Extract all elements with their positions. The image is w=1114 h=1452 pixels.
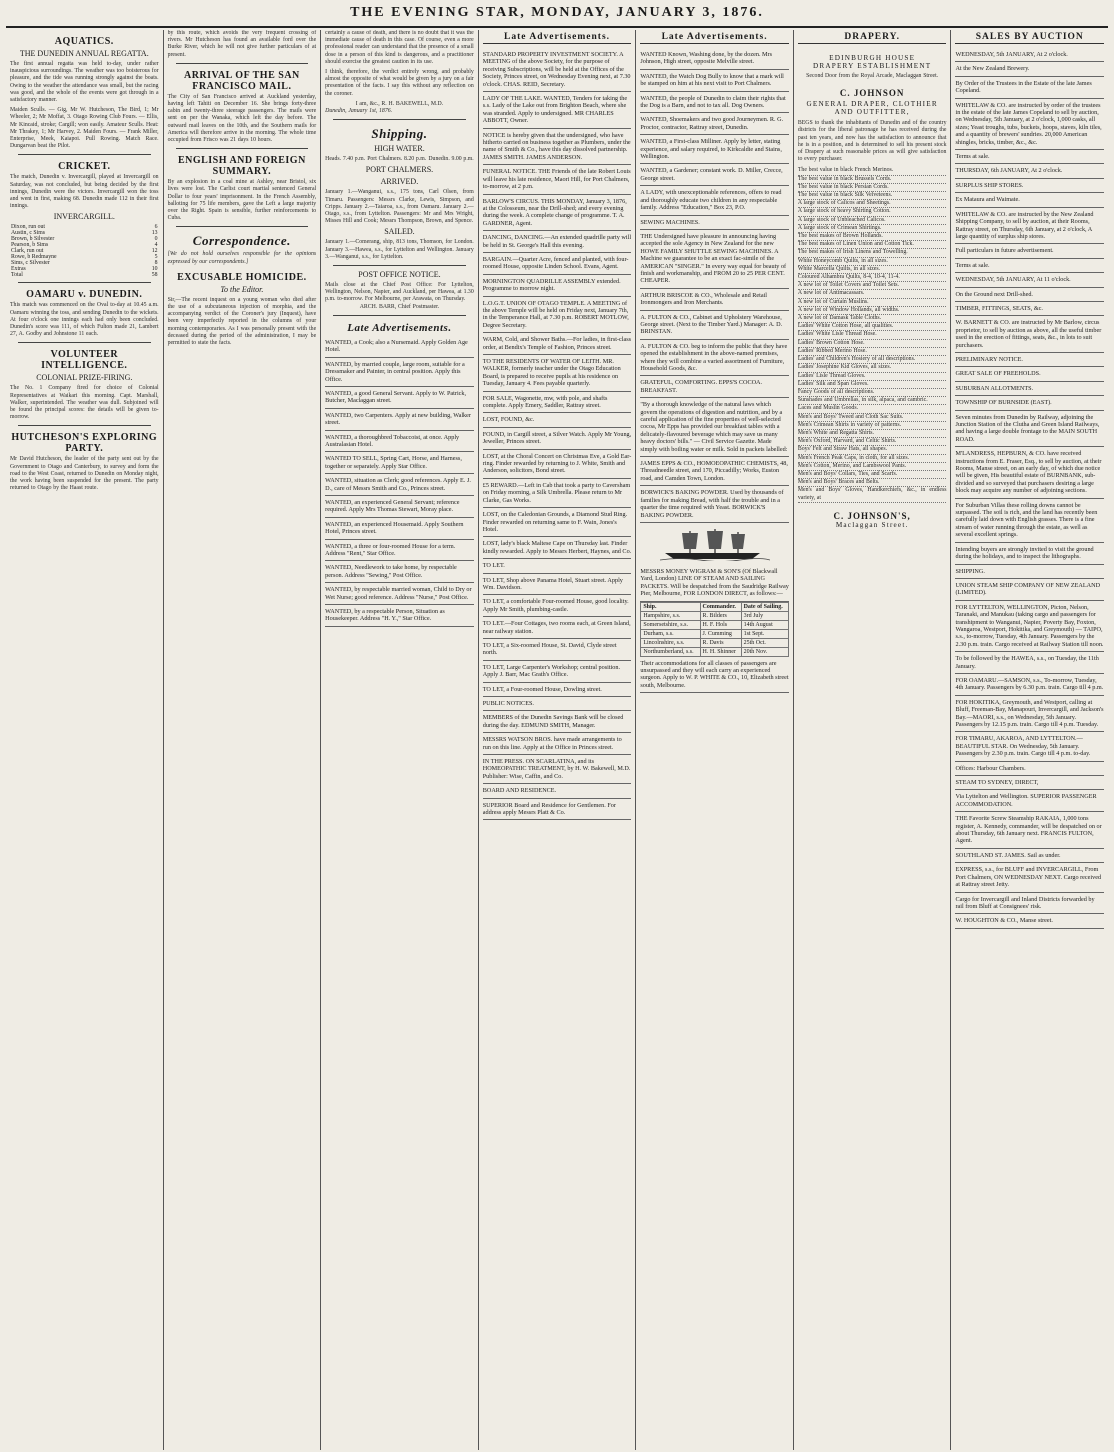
tide-cell: Port Chalmers. 8.20 p.m. [367, 156, 427, 163]
advertisement: WANTED, the people of Dunedin to claim their rights that the Dog is a Barn, and not to tax all. Dog Owners. [640, 92, 789, 114]
advertisement: A LADY, with unexceptionable references, offers to read and thoroughly educate two children in any respectable family. Address "Education," Box 23, P.O. [640, 186, 789, 215]
table-cell: Total [11, 272, 23, 279]
table-cell: 0 [154, 236, 158, 243]
list-item: Men's and Boys' Collars, Ties, and Scarfs. [798, 471, 947, 479]
list-item: Ladies' Ribbed Merino Hose. [798, 348, 947, 356]
table-row [641, 629, 789, 638]
advertisement: Their accommodations for all classes of passengers are unsurpassed and they will each carry an experienced surgeon. Apply to W. P. WHITE & CO., 10, Elizabeth street south, Melbourne. [640, 657, 789, 694]
advertisement: JAMES EPPS & CO., HOMOEOPATHIC CHEMISTS, 48, Threadneedle street, and 170, Piccadilly; Works, Euston road, and Camden Town, London. [640, 457, 789, 486]
list-item: A large stock of Unbleached Calicos. [798, 217, 947, 225]
article-paragraph: Mails close at the Chief Post Office: For Lyttelton, Wellington, Nelson, Napier, and Auckland, per Hawea, at 1.30 p.m. to-morrow. For Melbourne, per Arawata, on Thursday. [325, 282, 474, 303]
column-heading: Late Advertisements. [640, 30, 789, 44]
table-cell: R. Davis [700, 638, 741, 647]
advertisement: Cargo for Invercargill and Inland Districts forwarded by rail from Bluff at Consignees' risk. [955, 893, 1104, 915]
divider [18, 425, 151, 426]
advertisement: SUPERIOR Board and Residence for Gentlemen. For address apply Messrs Platt & Co. [483, 799, 632, 821]
advertisement: Terms at sale. [955, 150, 1104, 164]
column-heading: Late Advertisements. [483, 30, 632, 44]
advertisement: PRELIMINARY NOTICE. [955, 353, 1104, 367]
ad-list [955, 48, 1104, 929]
article-paragraph: I think, therefore, the verdict entirely wrong, and probably almost the opposite of what would be given by a jury on a fair presentation of the facts. I say this without any reflection on the coroner. [325, 69, 474, 97]
table-cell: H. F. Hols [700, 620, 741, 629]
advertisement: LOST, lady's black Maltese Cape on Thursday last. Finder kindly rewarded. Apply to Messrs Herbert, Haynes, and Co. [483, 537, 632, 559]
list-item: A large stock of Calicos and Sheetings. [798, 200, 947, 208]
sailing-table [640, 602, 789, 657]
table-cell: 12 [151, 248, 158, 255]
advertisement: THE Favorite Screw Steamship RAKAIA, 1,000 tons register, A. Kennedy, commander, will be despatched on or about Thursday, 6th January next. FRANCIS FULTON, Agent. [955, 812, 1104, 849]
table-cell: Dixon, run out [11, 224, 45, 231]
ad-list [325, 336, 474, 627]
advertisement: WANTED, Needlework to take home, by respectable person. Address "Sewing," Post Office. [325, 561, 474, 583]
subheading: PORT CHALMERS. [365, 165, 434, 175]
table-cell: 25th Oct. [741, 638, 788, 647]
table-cell: 20th Nov. [741, 647, 788, 656]
advertisement: FOR HOKITIKA, Greymouth, and Westport, calling at Bluff, Freeman-Bay, Manapouri, Invercargill, and Jackson's Bay.—MAORI, s.s., on Wednesday, 5th January. Passengers by 12.15 p.m. train. Cargo till 4 p.m. Tuesday. [955, 696, 1104, 733]
divider [176, 148, 309, 149]
section-heading: Late Advertisements. [347, 321, 452, 334]
section-heading: ARRIVAL OF THE SAN FRANCISCO MAIL. [183, 69, 300, 92]
ad-list [640, 657, 789, 694]
list-item: Men's French Peak Caps, in cloth, for all sizes. [798, 455, 947, 463]
advertisement: Offices: Harbour Chambers. [955, 762, 1104, 776]
advertisement: FUNERAL NOTICE. THE Friends of the late Robert Louis will leave his late residence, Maori Hill, for Port Chalmers, to-morrow, at 2 p.m. [483, 165, 632, 194]
tide-cell: Heads. 7.40 p.m. [325, 156, 366, 163]
advertisement: SURPLUS SHIP STORES. [955, 179, 1104, 193]
advertisement: Intending buyers are strongly invited to visit the ground during the holidays, and to inspect the lithographs. [955, 543, 1104, 565]
proprietor-trade: GENERAL DRAPER, CLOTHIER AND OUTFITTER, [806, 100, 938, 117]
advertisement: WARM, Cold, and Shower Baths.—For ladies, in first-class order, at Bendix's Temple of Fashion, Princes street. [483, 333, 632, 355]
masthead [6, 0, 1108, 28]
table-cell: 1st Sept. [741, 629, 788, 638]
advertisement: WEDNESDAY, 5th JANUARY, At 2 o'clock. [955, 48, 1104, 62]
advertisement: WANTED, an experienced General Servant; reference required. Apply Mrs Thomas Stewart, Moray place. [325, 496, 474, 518]
subheading: HIGH WATER. [374, 144, 425, 154]
table-cell: 4 [154, 242, 158, 249]
list-item: White Marcella Quilts, in all sizes. [798, 266, 947, 274]
table-cell: Austin, c Sims [11, 230, 45, 237]
advertisement: WANTED, a three or four-roomed House for a term. Address "Rent," Star Office. [325, 540, 474, 562]
advertisement: TOWNSHIP OF BURNSIDE (EAST). [955, 396, 1104, 410]
table-row [10, 272, 159, 278]
table-header: Ship. [641, 602, 700, 611]
footer-address: Maclaggan Street. [835, 520, 909, 529]
table-cell: Hampshire, s.s. [641, 611, 700, 620]
advertisement: SHIPPING. [955, 565, 1104, 579]
advertisement: Seven minutes from Dunedin by Railway, adjoining the Junction Station of the Clutha and Green Island Railways, and having a large double frontage to the MAIN SOUTH ROAD. [955, 411, 1104, 448]
proprietor-name: C. JOHNSON [839, 88, 905, 99]
advertisement: STANDARD PROPERTY INVESTMENT SOCIETY. A MEETING of the above Society, for the purpose of receiving Subscriptions, will be held at the Offices of the Society, Princes street, on Wednesday Evening next, at 7.30 o'clock. CHAS. REID, Secretary. [483, 48, 632, 92]
table-cell: Northumberland, s.s. [641, 647, 700, 656]
divider [333, 315, 466, 316]
advertisement: WANTED TO SELL, Spring Cart, Horse, and Harness, together or separately. Apply Star Office. [325, 452, 474, 474]
column-2 [164, 30, 322, 1450]
advertisement: Via Lyttelton and Wellington. SUPERIOR PASSENGER ACCOMMODATION. [955, 790, 1104, 812]
list-item: Ladies' Silk and Span Gloves. [798, 381, 947, 389]
advertisement: W. BARNETT & CO. are instructed by Mr Barlow, circus proprietor, to sell by auction as above, all the useful timber used in the erection of fittings, seats, &c., in lots to suit purchasers. [955, 316, 1104, 353]
advertisement: MESSRS WATSON BROS. have made arrangements to run on this line. Apply at the Office in Princes street. [483, 733, 632, 755]
score-title: INVERCARGILL. [53, 212, 115, 222]
advertisement: EXPRESS, s.s., for BLUFF and INVERCARGILL, From Port Chalmers, ON WEDNESDAY NEXT. Cargo received at Rattray street Jetty. [955, 863, 1104, 892]
table-cell: Brown, b Silvester [11, 236, 55, 243]
advertisement: For Suburban Villas these rolling downs cannot be surpassed. The soil is rich, and the land has recently been carefully laid down with English grasses. There is a fine stream of water running through the estate, as well as several excellent springs. [955, 499, 1104, 543]
article-paragraph: The City of San Francisco arrived at Auckland yesterday, having left Tahiti on December 16. She brings forty-three cabin and twenty-three steerage passengers. The mails were sent on per the Wanaka, which left the day before. The outward mail leaves on the 10th, and the Southern mails for America will therefore arrive in the morning. The whole time occupied from Frisco was 21 days 10 hours. [167, 93, 317, 144]
tide-table [325, 156, 474, 163]
advertisement: BARLOW'S CIRCUS. THIS MONDAY, January 3, 1876, at the Colosseum, near the Drill-shed; and every evening during the week. A complete change of programme. T. A. GARDNER, Agent. [483, 195, 632, 232]
advertisement: UNION STEAM SHIP COMPANY OF NEW ZEALAND (LIMITED). [955, 579, 1104, 601]
table-cell: Clark, run out [11, 248, 44, 255]
advertisement: TIMBER, FITTINGS, SEATS, &c. [955, 302, 1104, 316]
advertisement: WANTED, by respectable married woman, Child to Dry or Wet Nurse; good reference. Address "Nurse," Post Office. [325, 583, 474, 605]
table-cell: 6 [154, 224, 158, 231]
table-cell: R. Bilders [700, 611, 741, 620]
subheading: COLONIAL PRIZE-FIRING. [36, 373, 133, 383]
editor-note: [We do not hold ourselves responsible for the opinions expressed by our correspondents.] [167, 251, 317, 265]
article-paragraph: BEGS to thank the inhabitants of Dunedin and of the country districts for the liberal patronage he has received during the past ten years, and now has the satisfaction to announce that he is in a position, and is determined to sell his present stock of Drapery at such reasonable prices as will give satisfaction to every purchaser. [797, 120, 947, 163]
article-paragraph: The match, Dunedin v. Invercargill, played at Invercargill on Saturday, was not concluded, but being decided by the first innings, Dunedin were the victors. Invercargill won the toss and went in first, making 68. Dunedin made 112 in their first innings. [10, 174, 159, 210]
advertisement: WANTED, by married couple, large room, suitable for a Dressmaker and Painter, in central position. Apply this Office. [325, 358, 474, 387]
list-item: Men's and Boys' Tweed and Cloth Sac Suits. [798, 414, 947, 422]
advertisement: TO LET, a Four-roomed House, Dowling street. [483, 683, 632, 697]
list-item: A large stock of Crimean Shirtings. [798, 225, 947, 233]
advertisement: WANTED, an experienced Housemaid. Apply Southern Hotel, Princes street. [325, 518, 474, 540]
section-heading: Shipping. [371, 126, 428, 142]
table-row [641, 620, 789, 629]
advertisement: FOUND, in Cargill street, a Silver Watch. Apply Mr Young, Jeweller, Princes street. [483, 428, 632, 450]
list-item: Fancy Goods of all descriptions. [798, 389, 947, 397]
list-item: The best value in black Persian Cords. [798, 184, 947, 192]
table-row [641, 638, 789, 647]
table-cell: J. Cumming [700, 629, 741, 638]
list-item: Men's Cotton, Merino, and Lambswool Pants. [798, 463, 947, 471]
column-7 [951, 30, 1108, 1450]
advertisement: WANTED, by a respectable Person, Situation as Housekeeper. Address "H. Y.," Star Office. [325, 605, 474, 627]
advertisement: SEWING MACHINES. [640, 216, 789, 230]
article-paragraph: Maiden Sculls. — Gig, Mr W. Hutcheson, The Bird, 1; Mr Wheeler, 2; Mr Moffat, 3. Otago Rowing Club Fours. — Ellis, Mr Kincaid, stroke; Cargill; won easily. Amateur Sculls. Heat: Mr Thrakey, 1; Mr Harvey, 2. Maiden Fours. — Frank Miller, Enterprise, Meek, Kaiapoi. Pull Rowing. Match Race. Dungarvan beat the Pilot. [10, 107, 159, 150]
advertisement: GRATEFUL, COMFORTING. EPPS'S COCOA. BREAKFAST. [640, 376, 789, 398]
article-paragraph: January 1.—Comerang, ship, 813 tons, Thomson, for London. January 3.—Hawea, s.s., for Lyttelton and Wellington. January 3.—Wanganui, s.s., for Lyttelton. [325, 239, 474, 260]
advertisement: Full particulars in future advertisement. [955, 244, 1104, 258]
advertisement: WANTED, a Cook; also a Nursemaid. Apply Golden Age Hotel. [325, 336, 474, 358]
advertisement: TO LET. [483, 559, 632, 573]
list-item: Laces and Muslin Goods. [798, 405, 947, 413]
columns [6, 30, 1108, 1450]
subheading: SAILED. [384, 227, 415, 237]
advertisement: BORWICK'S BAKING POWDER. Used by thousands of families for making Bread, with half the trouble and in a quarter the time required with Yeast. BORWICK'S BAKING POWDER. [640, 486, 789, 523]
advertisement: TO LET, a comfortable Four-roomed House, good locality. Apply Mr Smith, plumbing-castle. [483, 595, 632, 617]
list-item: Men's and Boys' Gloves, Handkerchiefs, &c., in endless variety, at [798, 487, 947, 502]
table-cell: 58 [151, 272, 158, 279]
table-row [641, 611, 789, 620]
advertisement: WANTED, the Watch Dog Bully to know that a mark will be stamped on him at his next visit to Port Chalmers. [640, 70, 789, 92]
subheading: THE DUNEDIN ANNUAL REGATTA. [19, 49, 149, 58]
column-3 [321, 30, 479, 1450]
table-cell: 3rd July [741, 611, 788, 620]
column-4 [479, 30, 637, 1450]
column-heading: DRAPERY. [798, 30, 947, 44]
masthead-title: THE EVENING STAR, MONDAY, JANUARY 3, 1876. [350, 5, 764, 20]
advertisement: SUBURBAN ALLOTMENTS. [955, 382, 1104, 396]
advertisement: To be followed by the HAWEA, s.s., on Tuesday, the 11th January. [955, 652, 1104, 674]
list-item: Ladies' White Cotton Hose, all qualities. [798, 323, 947, 331]
subheading: POST OFFICE NOTICE. [358, 270, 441, 280]
advertisement: WANTED, a Gardener; constant work. D. Miller, Crecce, George street. [640, 164, 789, 186]
advertisement: Ex Mataura and Waimate. [955, 193, 1104, 207]
advertisement: WANTED Known, Washing done, by the dozen. Mrs Johnson, High street, opposite Melville street. [640, 48, 789, 70]
advertisement: BOARD AND RESIDENCE. [483, 784, 632, 798]
table-cell: Extras [11, 266, 26, 273]
list-item: Ladies' and Children's Hosiery of all descriptions. [798, 356, 947, 364]
section-heading: Correspondence. [192, 233, 291, 249]
table-header: Commander. [700, 602, 741, 611]
signature: ARCH. BARR, Chief Postmaster. [359, 303, 440, 310]
table-cell: 8 [154, 260, 158, 267]
article-paragraph: This match was commenced on the Oval to-day at 10.45 a.m. Oamaru winning the toss, and sending Dunedin to the wickets. At four o'clock one innings each had only been concluded. Dunedin's score was 111, of which Fulton made 21, Lambert 27, A. Godby and Johnstone 11 each. [10, 302, 159, 338]
divider [18, 342, 151, 343]
advertisement: WANTED, two Carpenters. Apply at new building, Walker street. [325, 409, 474, 431]
advertisement: LOST, on the Caledonian Grounds, a Diamond Stud Ring. Finder rewarded on returning same to F. Wain, Jones's Hotel. [483, 508, 632, 537]
list-item: A large stock of heavy Shirting Cotton. [798, 208, 947, 216]
advertisement: TO LET.—Four Cottages, two rooms each, at Green Island, near railway station. [483, 617, 632, 639]
table-cell: 10 [151, 266, 158, 273]
column-1 [6, 30, 164, 1450]
advertisement: SOUTHLAND ST. JAMES. Sail as under. [955, 849, 1104, 863]
article-paragraph: By an explosion in a coal mine at Ashley, near Bristol, six lives were lost. The Carlist court martial sentenced General Dollar to four years' imprisonment. In the French Assembly, balloting for 75 life members, gave the Left a large majority over the Right. Spain is sensible, further reinforcements to Cuba. [167, 179, 317, 222]
column-heading: SALES BY AUCTION [955, 30, 1104, 44]
advertisement: THE Undersigned have pleasure in announcing having accepted the sole Agency in New Zealand for the new HOWE FAMILY SHUTTLE SEWING MACHINES. A Machine we guarantee to be an exact fac-simile of the AMERICAN "SINGER." In every way equal for beauty of finish and workmanship, and FROM 20 to 25 PER CENT. CHEAPER. [640, 230, 789, 289]
article-paragraph: certainly a cause of death, and there is no doubt that it was the immediate cause of death in this case. Of course, even a more professional reader can understand that the presence of a small dose in a person of this kind is dangerous, and a practitioner should exercise the greatest caution in its use. [325, 30, 474, 65]
advertisement: WANTED, Shoemakers and two good Journeymen. R. G. Proctor, contractor, Rattray street, Dunedin. [640, 113, 789, 135]
section-heading: VOLUNTEER INTELLIGENCE. [41, 349, 128, 372]
list-item: Ladies' White Lisle Thread Hose. [798, 331, 947, 339]
advertisement: TO THE RESIDENTS OF WATER OF LEITH. MR. WALKER, formerly teacher under the Otago Education Board, is prepared to receive pupils at his residence on Tuesday, January 4. Fees payable quarterly. [483, 355, 632, 392]
table-cell: Durham, s.s. [641, 629, 700, 638]
advertisement: WANTED, situation as Clerk; good references. Apply E. J. D., care of Messrs Smith and Co., Princes street. [325, 474, 474, 496]
shop-type: DRAPERY ESTABLISHMENT [812, 62, 932, 70]
section-heading: CRICKET. [58, 161, 111, 173]
advertisement: A. FULTON & CO., Cabinet and Upholstery Warehouse, George street. (Next to the Timber Yard.) Manager: A. D. BRINSTAN. [640, 311, 789, 340]
advertisement: WANTED, a thoroughbred Tobaccoist, at once. Apply Australasian Hotel. [325, 431, 474, 453]
advertisement: FOR TIMARU, AKAROA, AND LYTTELTON.—BEAUTIFUL STAR. On Wednesday, 5th January. Passengers by 2.30 p.m. train. Cargo till 4 p.m. to-day. [955, 732, 1104, 761]
ad-list [640, 48, 789, 523]
article-paragraph: by this route, which avoids the very frequent crossing of rivers. Mr Hutcheson has found an available ford over the Burke River, which he will not give further particulars of at present. [167, 30, 317, 58]
article-paragraph: January 1.—Wanganui, s.s., 175 tons, Carl Olsen, from Timaru. Passengers: Messrs Clarke, Lewis, Simpson, and Cripps. January 2.—Taiaroa, s.s., from Oamaru. January 2.—Otago, s.s., from Lyttelton. Passengers: Mr and Mrs Wright, Misses Hill and Cook; Messrs Thompson, Brown, and Spence. [325, 189, 474, 225]
list-item: Men's Oxford, Harvard, and Celtic Shirts. [798, 438, 947, 446]
list-item: A new lot of Antimacassars. [798, 290, 947, 298]
column-5 [636, 30, 794, 1450]
advertisement: NOTICE is hereby given that the undersigned, who have hitherto carried on business together as Plumbers, under the name of Smith & Co., have this day dissolved partnership. JAMES SMITH. JAMES ANDERSON. [483, 129, 632, 166]
shop-name: EDINBURGH HOUSE [829, 54, 916, 62]
advertisement: On the Ground next Drill-shed. [955, 288, 1104, 302]
list-item: A new lot of Toilet Covers and Toilet Sets. [798, 282, 947, 290]
section-heading: ENGLISH AND FOREIGN SUMMARY. [177, 155, 306, 178]
ship-icon [660, 527, 770, 561]
section-heading: AQUATICS. [54, 36, 114, 47]
table-cell: 14th August [741, 620, 788, 629]
section-heading: OAMARU v. DUNEDIN. [26, 289, 143, 301]
advertisement: WANTED, a good General Servant. Apply to W. Patrick, Butcher, Maclaggan street. [325, 387, 474, 409]
advertisement: LOST, at the Choral Concert on Christmas Eve, a Gold Ear-ring. Finder rewarded by returning to J. White, Smith and Anderson, solicitors, Bond street. [483, 450, 632, 479]
scorecard [10, 224, 159, 278]
list-item: Boys' Felt and Straw Hats, all shapes. [798, 446, 947, 454]
signature: I am, &c., R. H. BAKEWELL, M.D. [355, 100, 444, 107]
list-item: The best value in black French Merinos. [798, 167, 947, 175]
advertisement: A. FULTON & CO. beg to inform the public that they have opened the establishment in the above-named premises, where they will combine a varied assortment of Furniture, Household Goods, &c. [640, 340, 789, 377]
advertisement: L.O.G.T. UNION OF OTAGO TEMPLE. A MEETING of the above Temple will be held on Friday next, January 7th, in the Temperance Hall, at 7.30 p.m. ROBERT MOTLOW, Degree Secretary. [483, 297, 632, 334]
advertisement: WANTED, a First-class Milliner. Apply by letter, stating experience, and salary required, to Kirkcaldie and Stains, Wellington. [640, 135, 789, 164]
divider [333, 265, 466, 266]
advertisement: LOST, FOUND, &c. [483, 413, 632, 427]
table-cell: 13 [151, 230, 158, 237]
advertisement: TO LET, Large Carpenter's Workshop; central position. Apply J. Barr, Mac Grath's Office. [483, 661, 632, 683]
divider [18, 154, 151, 155]
list-item: Sunshades and Umbrellas, in silk, alpaca, and cambric. [798, 397, 947, 405]
subheading: ARRIVED. [380, 177, 419, 187]
table-cell: Sims, c Silvester [11, 260, 50, 267]
article-paragraph: The first annual regatta was held to-day, under rather inauspicious surroundings. The weather was too boisterous for pleasure, and the tide was running strongly against the boats. Owing to the weather the attendance was small, but the racing was good, and the whole of the events were got through in a satisfactory manner. [10, 61, 159, 104]
advertisement: MEMBERS of the Dunedin Savings Bank will be closed during the day. EDMUND SMITH, Manager. [483, 711, 632, 733]
list-item: Men's White and Regatta Shirts. [798, 430, 947, 438]
advertisement: By Order of the Trustees in the Estate of the late James Copeland. [955, 77, 1104, 99]
article-paragraph: Sir,—The recent inquest on a young woman who died after the use of a subcutaneous injection of morphia, and the accompanying verdict of the Coroner's jury (Inquest), have been very imperfectly reported in the columns of your morning contemporaries. As I was personally present with the deceased during the period of the administration, I may be permitted to state the facts. [167, 296, 317, 347]
article-paragraph: Mr David Hutcheson, the leader of the party sent out by the Government to Otago and Canterbury, to survey and form the road to the West Coast, returned to Dunedin on Monday night, the work having been suspended for the present. The party returned to Otago by the Haast route. [10, 456, 159, 492]
subheading: To the Editor. [220, 284, 264, 294]
section-heading: HUTCHESON'S EXPLORING PARTY. [11, 432, 158, 455]
advertisement: STEAM TO SYDNEY, DIRECT, [955, 776, 1104, 790]
advertisement: "By a thorough knowledge of the natural laws which govern the operations of digestion and nutrition, and by a careful application of the fine properties of well-selected cocoa, Mr Epps has provided our breakfast tables with a delicately-flavoured beverage which may save us many heavy doctors' bills." — Civil Service Gazette. Made simply with boiling water or milk. Sold in packets labelled: [640, 398, 789, 457]
advertisement: WEDNESDAY, 5th JANUARY, At 11 o'clock. [955, 273, 1104, 287]
advertisement: GREAT SALE OF FREEHOLDS. [955, 367, 1104, 381]
advertisement: FOR SALE, Wagonette, mw, with pole, and shafts complete. Apply Emery, Saddler, Rattray street. [483, 392, 632, 414]
ad-list [640, 565, 789, 602]
ad-list [483, 48, 632, 820]
list-item: The best makes of Irish Linens and Towelling. [798, 249, 947, 257]
advertisement: £5 REWARD.—Left in Cab that took a party to Caversham on Friday morning, a Silk Umbrella. Please return to Mr Clarke, Gas Works. [483, 479, 632, 508]
list-item: A new lot of Curtain Muslins. [798, 299, 947, 307]
advertisement: TO LET, a Six-roomed House, St. David, Clyde street north. [483, 639, 632, 661]
shop-address: Second Door from the Royal Arcade, Maclaggan Street. [806, 73, 939, 79]
table-header: Date of Sailing. [741, 602, 788, 611]
advertisement: FOR OAMARU.—SAMSON, s.s., To-morrow, Tuesday, 4th January. Passengers by 6.30 p.m. train. Cargo till 4 p.m. [955, 674, 1104, 696]
advertisement: IN THE PRESS. ON SCARLATINA, and its HOMEOPATHIC TREATMENT, by H. W. Bakewell, M.D. Publisher: Wise, Caffin, and Co. [483, 755, 632, 784]
advertisement: ARTHUR BRISCOE & CO., Wholesale and Retail Ironmongers and Iron Merchants. [640, 289, 789, 311]
tide-cell: Dunedin. 9.00 p.m. [428, 156, 474, 163]
list-item: The best makes of Linen Union and Cotton Tick. [798, 241, 947, 249]
advertisement: MORNINGTON QUADRILLE ASSEMBLY extended. Programme to morrow night. [483, 275, 632, 297]
advertisement: TO LET, Shop above Panama Hotel, Stuart street. Apply Wm. Davidson. [483, 574, 632, 596]
footer-name: C. JOHNSON'S, [833, 510, 911, 521]
divider [176, 226, 309, 227]
advertisement: WHITELAW & CO. are instructed by order of the trustees in the estate of the late James Copeland to sell by auction, on Wednesday, 5th January, at 2 o'clock, 1,000 casks, all sizes; Yeast troughs, tubs, buckets, hoops, staves, kiln tiles, and a quantity of brewers' sundries. 20,000 American shingles, bricks, timber, &c., &c. [955, 99, 1104, 150]
table-cell: Pearson, b Sims [11, 242, 49, 249]
advertisement: DANCING, DANCING.—An extended quadrille party will be held in St. George's Hall this evening. [483, 231, 632, 253]
list-item: Men's Crimean Shirts in variety of patterns. [798, 422, 947, 430]
divider [333, 119, 466, 120]
advertisement: THURSDAY, 6th JANUARY, At 2 o'clock. [955, 164, 1104, 178]
column-6 [794, 30, 952, 1450]
list-item: The best makes of Brown Hollands. [798, 233, 947, 241]
table-row [641, 647, 789, 656]
list-item: White Honeycomb Quilts, in all sizes. [798, 258, 947, 266]
advertisement: W. HOUGHTON & CO., Manse street. [955, 914, 1104, 928]
table-cell: Lincolnshire, s.s. [641, 638, 700, 647]
divider [18, 282, 151, 283]
list-item: Ladies' Josephine Kid Gloves, all sizes. [798, 364, 947, 372]
advertisement: At the New Zealand Brewery. [955, 62, 1104, 76]
advertisement: WHITELAW & CO. are instructed by the New Zealand Shipping Company, to sell by auction, at their Rooms, Rattray street, on Thursday, 6th January, at 2 o'clock, A large quantity of surplus ship stores. [955, 208, 1104, 245]
list-item: The best value in black Brussels Cords. [798, 176, 947, 184]
advertisement: LADY OF THE LAKE. WANTED, Tenders for taking the s.s. Lady of the Lake out from Brighton Beach, where she was stranded. Apply to undersigned. MR CHARLES ABBOTT, Owner. [483, 92, 632, 129]
section-heading: EXCUSABLE HOMICIDE. [177, 271, 307, 283]
table-cell: H. H. Shinner [700, 647, 741, 656]
list-item: The best value in black Silk Velveteens. [798, 192, 947, 200]
list-item: Ladies' Lisle Thread Gloves. [798, 373, 947, 381]
divider [176, 63, 309, 64]
advertisement: PUBLIC NOTICES. [483, 697, 632, 711]
list-item: A new lot of Window Hollands, all widths. [798, 307, 947, 315]
list-item: A new lot of Damask Table Cloths. [798, 315, 947, 323]
article-paragraph: The No. 1 Company fired for choice of Colonial Representatives at Waikari this morning. Capt. Marshall, Walker, superintended. The weather was dull. Subjoined will be found the principal scores: the details will be given to-morrow. [10, 385, 159, 421]
advertisement: BARGAIN.—Quarter Acre, fenced and planted, with four-roomed House, opposite Linden School. Evans, Agent. [483, 253, 632, 275]
advertisement: FOR LYTTELTON, WELLINGTON, Picton, Nelson, Taranaki, and Manukau (taking cargo and passengers for transhipment to Wanganui, Napier, Poverty Bay, Foxton, Wangaroa, Westport, Hokitika, and Greymouth) — TAIPO, s.s., to-morrow, Tuesday, 4th January. Passengers by the 2.30 p.m. train. Cargo received at Railway Station till noon. [955, 601, 1104, 652]
item-list [798, 167, 947, 502]
advertisement: MESSRS MONEY WIGRAM & SON'S (Of Blackwall Yard, London) LINE OF STEAM AND SAILING PACKETS. Will be despatched from the Saudridge Railway Pier, Melbourne, FOR LONDON DIRECT, as follows:— [640, 565, 789, 602]
table-cell: Rowe, b Redmayne [11, 254, 57, 261]
table-cell: 5 [154, 254, 158, 261]
list-item: Ladies' Brown Cotton Hose. [798, 340, 947, 348]
list-item: Men's and Boys' Braces and Belts. [798, 479, 947, 487]
list-item: Coloured Alhambra Quilts, 8-4, 10-4, 11-4. [798, 274, 947, 282]
advertisement: Terms at sale. [955, 259, 1104, 273]
table-cell: Somersetshire, s.s. [641, 620, 700, 629]
dateline: Dunedin, January 1st, 1876. [325, 108, 393, 115]
advertisement: M'LANDRESS, HEPBURN, & CO. have received instructions from E. Fraser, Esq., to sell by auction, at their Rooms, Manse street, on an early day, of which due notice will be given, His beautiful estate of BURNBANK, sub-divided and so surveyed that purchasers desiring a large block may acquire any number of adjoining sections. [955, 447, 1104, 498]
